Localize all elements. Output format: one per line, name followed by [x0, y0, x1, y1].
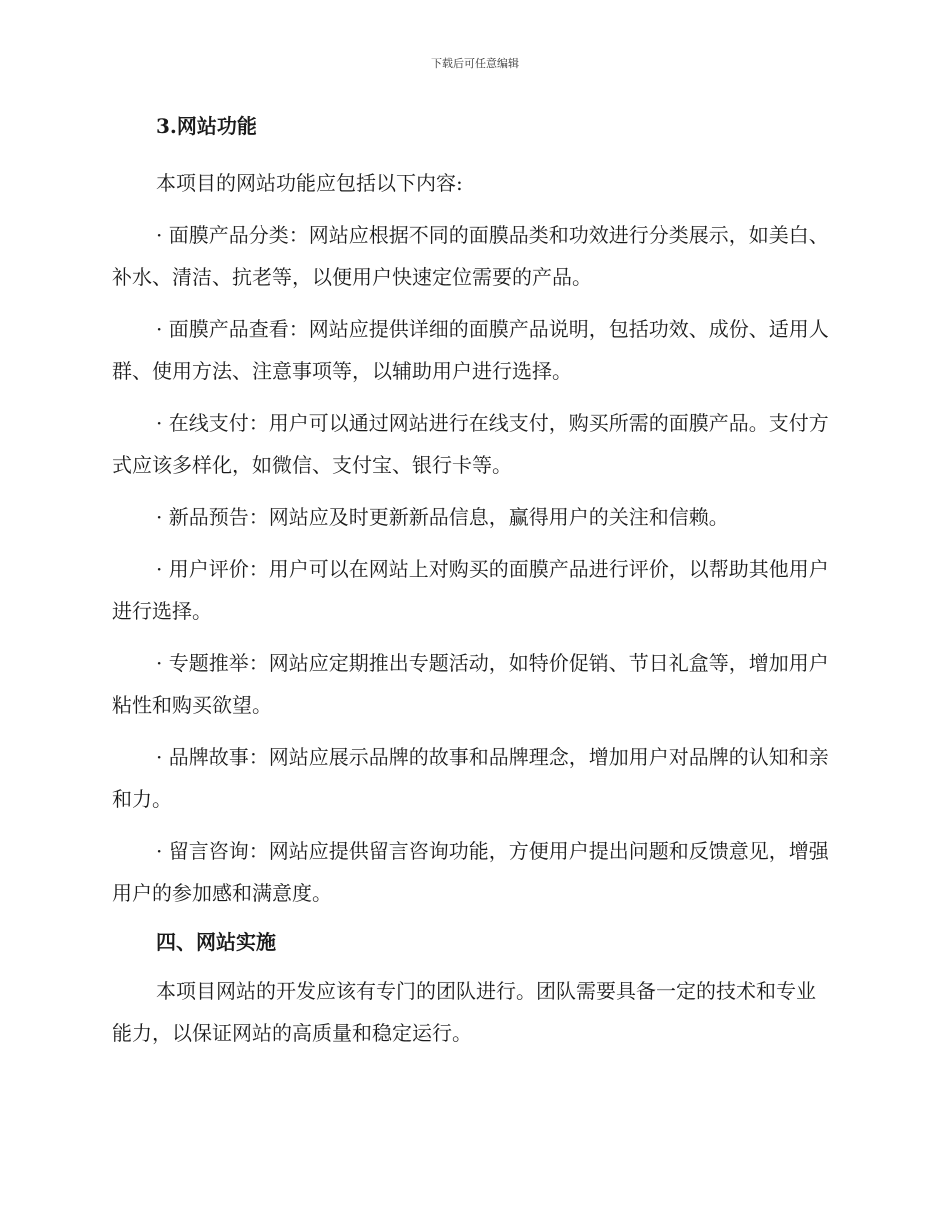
- section-4-body: 本项目网站的开发应该有专门的团队进行。团队需要具备一定的技术和专业能力，以保证网站的高质量和稳定运行。: [112, 979, 816, 1045]
- feature-item-category: · 面膜产品分类：网站应根据不同的面膜品类和功效进行分类展示，如美白、补水、清洁、抗老等，以便用户快速定位需要的产品。: [112, 223, 829, 289]
- section-3-heading: 3.网站功能: [156, 114, 257, 138]
- section-4-heading: 四、网站实施: [156, 930, 276, 954]
- feature-item-user-reviews: · 用户评价：用户可以在网站上对购买的面膜产品进行评价，以帮助其他用户进行选择。: [112, 557, 829, 623]
- page-header-note: 下载后可任意编辑: [431, 57, 519, 70]
- section-3-intro: 本项目的网站功能应包括以下内容:: [156, 171, 463, 195]
- feature-item-new-arrivals: · 新品预告：网站应及时更新新品信息，赢得用户的关注和信赖。: [156, 505, 729, 529]
- document-body: [112, 108, 832, 1054]
- feature-item-special-promotions: · 专题推举：网站应定期推出专题活动，如特价促销、节日礼盒等，增加用户粘性和购买欲望。: [112, 651, 829, 717]
- feature-item-product-view: · 面膜产品查看：网站应提供详细的面膜产品说明，包括功效、成份、适用人群、使用方法、注意事项等，以辅助用户进行选择。: [112, 317, 829, 383]
- feature-item-brand-story: · 品牌故事：网站应展示品牌的故事和品牌理念，增加用户对品牌的认知和亲和力。: [112, 745, 829, 811]
- feature-item-message-consult: · 留言咨询：网站应提供留言咨询功能，方便用户提出问题和反馈意见，增强用户的参加感和满意度。: [112, 839, 829, 905]
- feature-item-online-payment: · 在线支付：用户可以通过网站进行在线支付，购买所需的面膜产品。支付方式应该多样化，如微信、支付宝、银行卡等。: [112, 411, 829, 477]
